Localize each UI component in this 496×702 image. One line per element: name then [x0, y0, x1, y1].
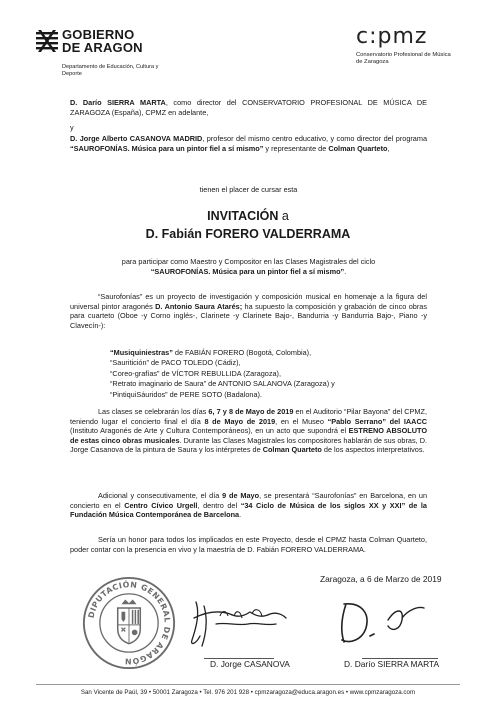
cpmz-name: Conservatorio Profesional de Música de Zaragoza: [356, 52, 451, 66]
invitee-name: D. Fabián FORERO VALDERRAMA: [145, 227, 351, 241]
purpose-line-1: para participar como Maestro y Compositor en las Clases Magistrales del ciclo: [121, 257, 376, 266]
purpose-end: .: [344, 267, 347, 276]
estreno-text: ESTRENO ABSOLUTO de estas cinco obras musicales: [70, 426, 427, 445]
work-title: “Coreo-grafías”: [110, 368, 160, 378]
invitation-heading: [0, 209, 496, 224]
representative-text: y representante de: [263, 143, 329, 153]
classes-text-1: Las clases se celebrarán los días: [98, 407, 209, 416]
invitation-a: a: [278, 209, 289, 223]
classes-text-3: , en el Museo: [275, 416, 328, 426]
intro-paragraph-1: [70, 98, 427, 117]
barcelona-end: .: [239, 510, 242, 520]
work-composer: de VÍCTOR REBULLIDA (Zaragoza),: [159, 368, 282, 378]
work-title: “Retrato imaginario de Saura”: [110, 379, 207, 389]
classes-text-4: (Instituto Aragonés de Arte y Cultura Contemporáneos), en un acto que supondrá el: [70, 426, 349, 436]
professor-name: D. Jorge Alberto CASANOVA MADRID: [70, 134, 203, 143]
purpose-program: “SAUROFONÍAS. Música para un pintor fiel a sí mismo”: [150, 267, 345, 276]
classes-quartet: Colman Quarteto: [262, 445, 322, 455]
barcelona-text-1: Adicional y consecutivamente, el día: [98, 491, 223, 500]
project-text-1: “Saurofonías” es un proyecto de investigación y composición musical en homenaje a la figura del universal pintor aragonés: [70, 292, 427, 311]
intro-paragraph-2: [70, 134, 427, 153]
gobierno-line2: DE ARAGON: [62, 40, 143, 55]
and-word: y: [70, 123, 74, 132]
museum-name: “Pablo Serrano” del IAACC: [327, 416, 427, 426]
classes-text-2: en el Auditorio “Pilar Bayona” del CPMZ, teniendo lugar el concierto final el día: [70, 407, 427, 426]
work-title: “PintiquiSáuridos”: [110, 389, 168, 399]
official-seal: [82, 576, 176, 670]
footer-address: San Vicente de Paúl, 39 • 50001 Zaragoza • Tel. 976 201 928 • cpmzaragoza@educa.aragon.es • www.cpmzaragoza.com: [80, 689, 416, 696]
barcelona-center: Centro Cívico Urgell: [124, 500, 198, 510]
purpose-line-2: [70, 267, 427, 277]
p2-end: ,: [387, 143, 390, 153]
director-name: D. Darío SIERRA MARTA: [70, 98, 166, 107]
professor-role: , profesor del mismo centro educativo, y como director del programa: [202, 134, 427, 143]
classes-days: 6, 7 y 8 de Mayo de 2019: [208, 407, 294, 416]
signature-casanova: [186, 596, 288, 652]
work-item: [110, 379, 430, 389]
work-composer: de ANTONIO SALANOVA (Zaragoza) y: [206, 379, 335, 389]
department-name: Departamento de Educación, Cultura y Deporte: [62, 64, 159, 77]
final-concert-date: 8 de Mayo de 2019: [204, 416, 276, 426]
barcelona-day: 9 de Mayo: [222, 491, 260, 500]
work-item: [110, 390, 430, 400]
works-list: [110, 348, 430, 400]
work-title: “Musiquiniestras”: [110, 348, 173, 357]
honor-paragraph: Sería un honor para todos los implicados en este Proyecto, desde el CPMZ hasta Colman Quarteto, poder contar con la presencia en vivo y la maestría de D. Fabián FORERO VALDERRAMA.: [70, 535, 427, 554]
footer-divider: [36, 684, 460, 685]
director-role: , como director del CONSERVATORIO PROFESIONAL DE MÚSICA DE ZARAGOZA (España), CPMZ en adelante,: [70, 98, 428, 117]
work-title: “Sauritición”: [110, 358, 149, 368]
place-date: Zaragoza, a 6 de Marzo de 2019: [320, 574, 442, 584]
barcelona-paragraph: [70, 491, 427, 520]
classes-text-5: . Durante las Clases Magistrales los compositores hablarán de sus obras, D. Jorge Casanova de la pintura de Saura y los intérpretes de: [70, 435, 427, 455]
project-text-2: ha supuesto la composición y grabación de cinco obras para cuarteto (Oboe -y Corno inglés-, Clarinete -y Clarinete Bajo-, Bandurria -y Bandurria Bajo-, Piano -y Clavecín-):: [70, 301, 427, 330]
cpmz-logo-block: [356, 26, 466, 67]
work-composer: de PACO TOLEDO (Cádiz),: [148, 358, 241, 368]
seal-text: DIPUTACIÓN GENERAL DE ARAGÓN: [86, 580, 172, 666]
signer-right-name: D. Darío SIERRA MARTA: [344, 659, 440, 669]
barcelona-text-3: , dentro del: [197, 500, 241, 510]
signer-left-name: D. Jorge CASANOVA: [210, 659, 290, 669]
work-composer: de PERE SOTO (Badalona).: [167, 389, 262, 399]
pleasure-line: tienen el placer de cursar esta: [199, 185, 298, 194]
signature-sierra: [332, 596, 428, 650]
work-item: [110, 348, 430, 358]
classes-text-6: de los aspectos interpretativos.: [321, 445, 425, 455]
work-item: [110, 369, 430, 379]
invitation-word: INVITACIÓN: [207, 209, 279, 223]
cpmz-logo: c:pmz: [356, 24, 428, 49]
work-composer: de FABIÁN FORERO (Bogotá, Colombia),: [172, 348, 312, 357]
work-item: [110, 358, 430, 368]
painter-name: D. Antonio Saura Atarés;: [155, 301, 243, 311]
barcelona-text-2: , se presentará “Saurofonías” en Barcelona, en un concierto en el: [70, 491, 428, 510]
classes-paragraph: [70, 407, 427, 455]
aragon-emblem-icon: [36, 30, 58, 52]
gobierno-title: [62, 28, 143, 54]
program-name: “SAUROFONÍAS. Música para un pintor fiel a sí mismo”: [70, 143, 264, 153]
barcelona-cycle: “34 Ciclo de Música de los siglos XX y XXI” de la Fundación Música Contemporánea de Barcelona: [70, 500, 427, 520]
project-paragraph: [70, 292, 427, 330]
gobierno-line1: GOBIERNO: [62, 27, 135, 42]
quartet-name: Colman Quarteto: [328, 143, 388, 153]
